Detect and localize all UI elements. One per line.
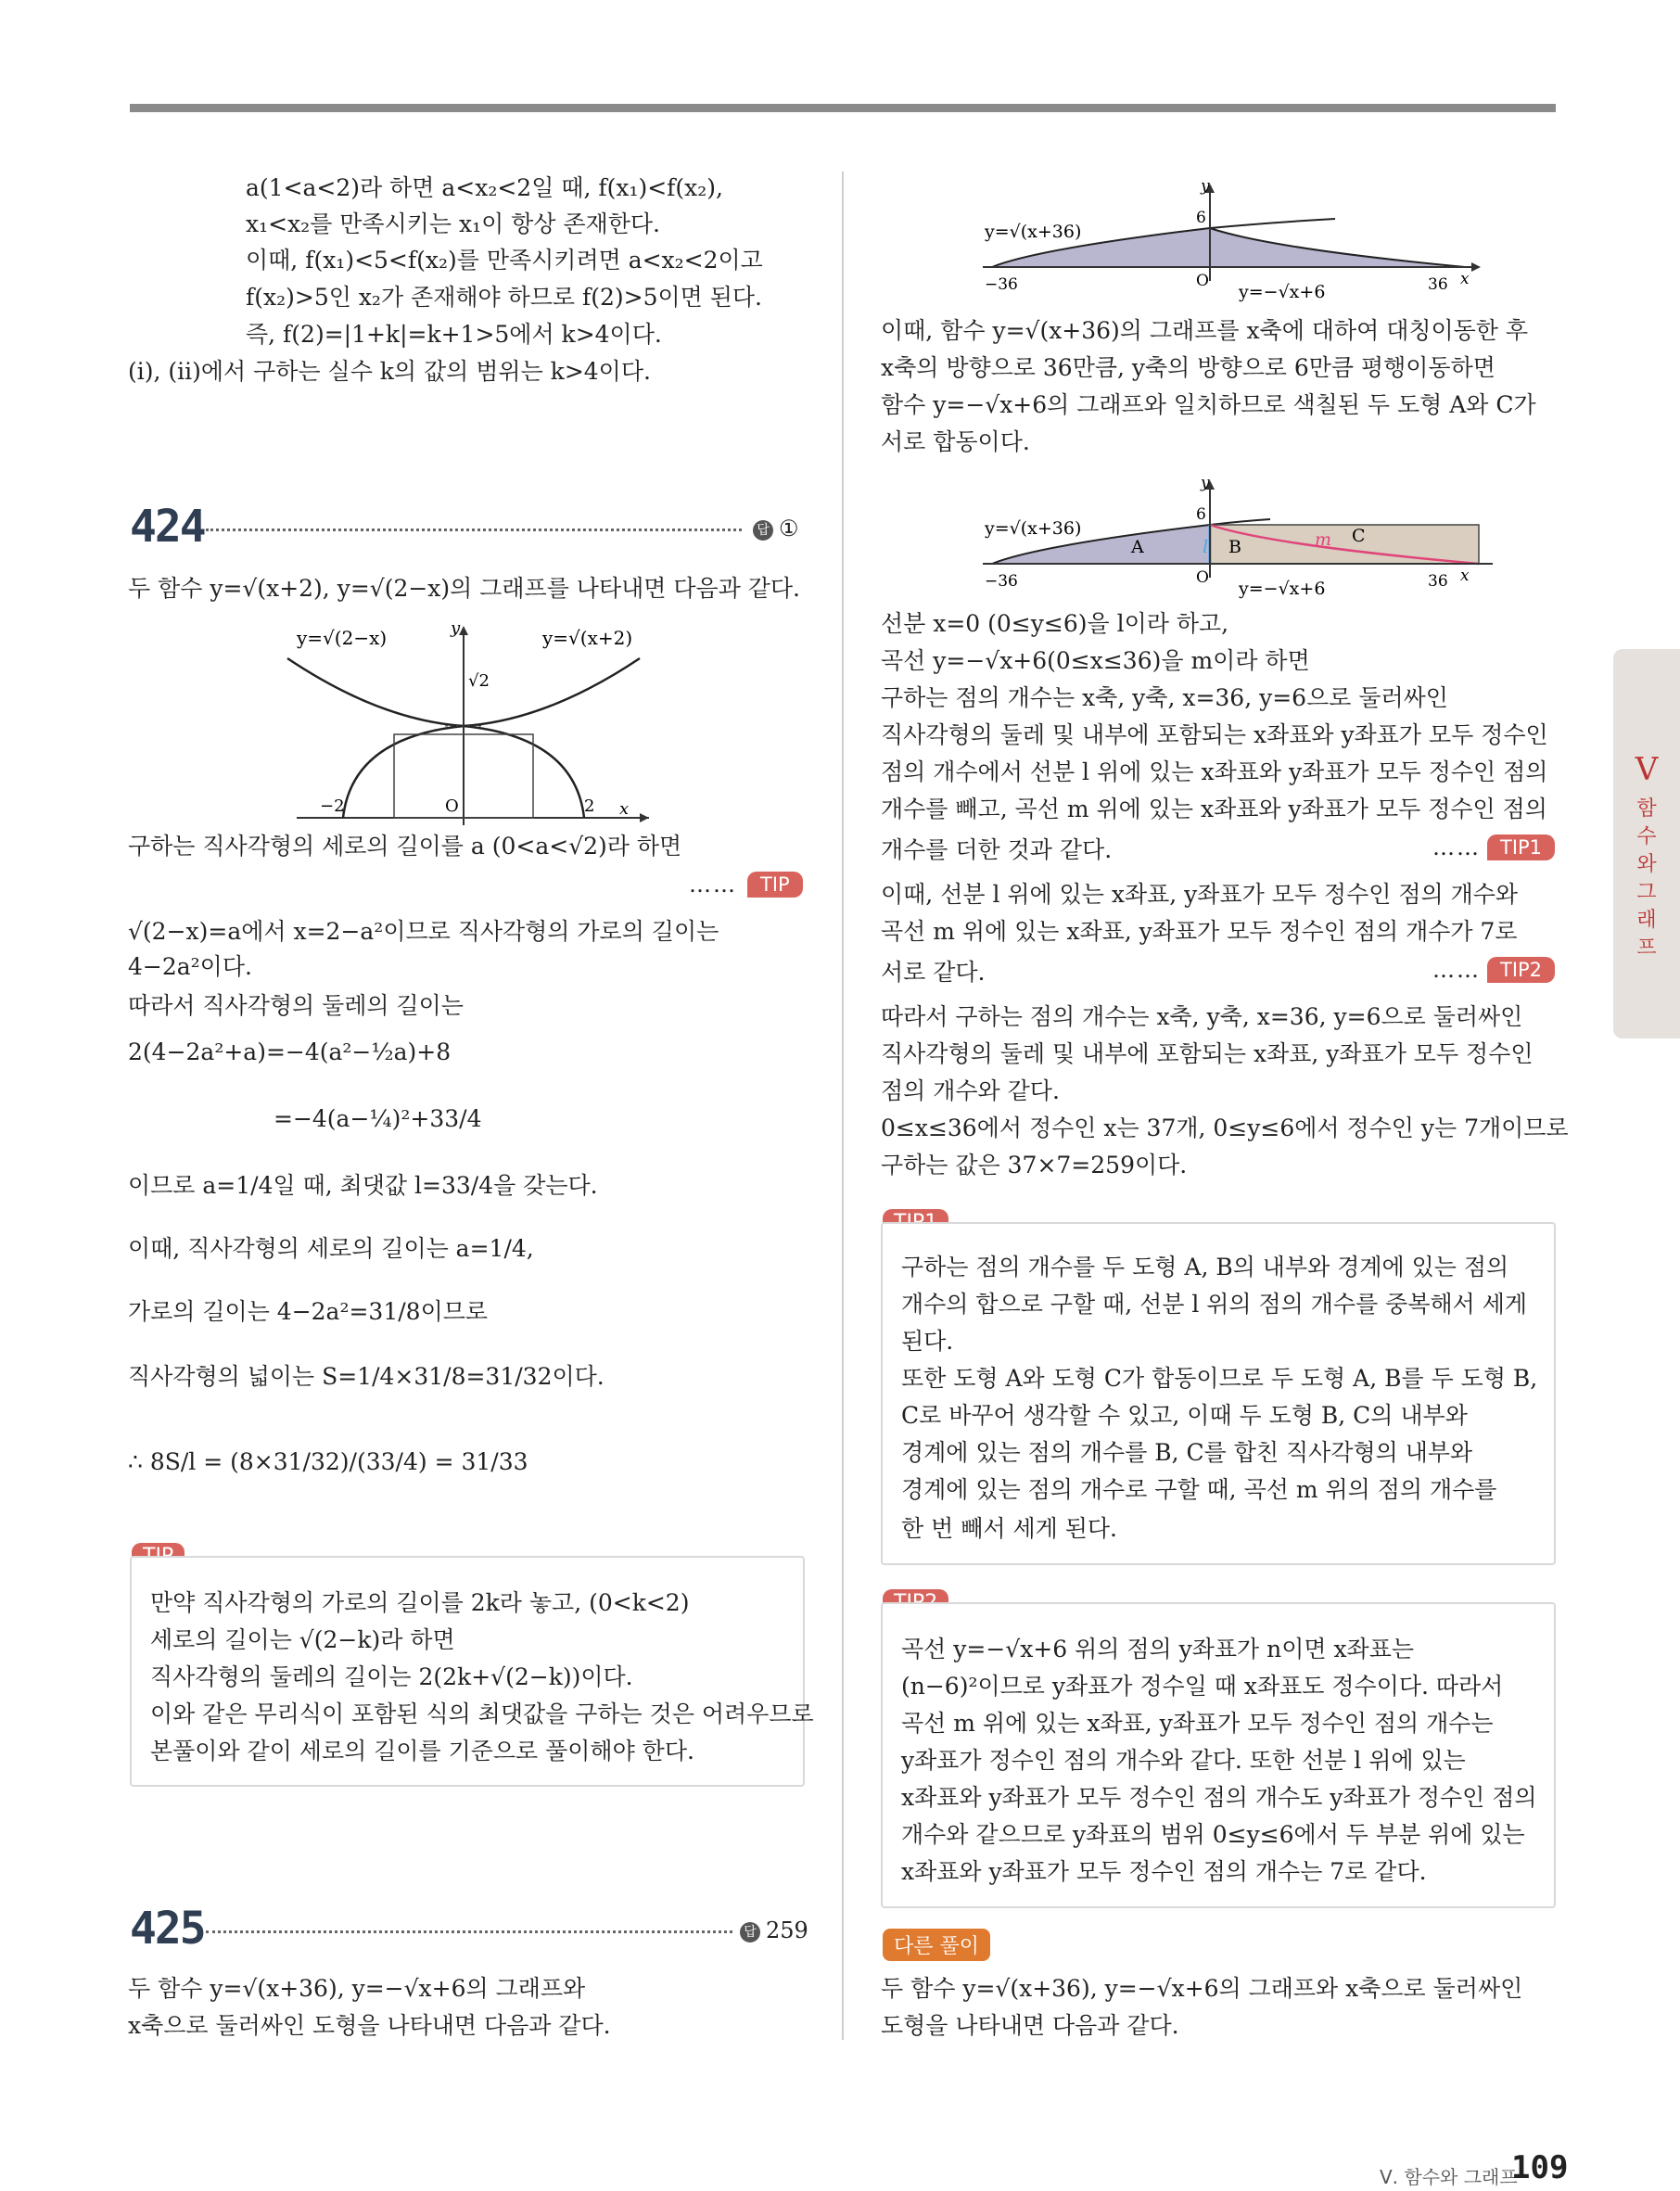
curve-sqrt-x-plus-2 xyxy=(343,658,640,818)
para2-line: 따라서 구하는 점의 개수는 x축, y축, x=36, y=6으로 둘러싸인 xyxy=(881,1003,1523,1030)
p424-line: 4−2a²이다. xyxy=(128,953,252,980)
tip2-line: 곡선 m 위에 있는 x좌표, y좌표가 모두 정수인 점의 개수는 xyxy=(901,1710,1494,1737)
label-neg36: −36 xyxy=(985,572,1018,591)
label-curve1: y=√(x+36) xyxy=(985,222,1082,242)
p424-line: 구하는 직사각형의 세로의 길이를 a (0<a<√2)라 하면 xyxy=(128,833,682,860)
tip1-line: 개수의 합으로 구할 때, 선분 l 위의 점의 개수를 중복해서 세게 xyxy=(901,1291,1528,1318)
label-x: x xyxy=(1460,270,1470,288)
para1-line: 함수 y=−√x+6의 그래프와 일치하므로 색칠된 두 도형 A와 C가 xyxy=(881,391,1536,418)
para2-line: 곡선 y=−√x+6(0≤x≤36)을 m이라 하면 xyxy=(881,647,1310,674)
dotted-leader xyxy=(206,529,742,531)
chapter-label xyxy=(1613,796,1680,962)
prev-line: x₁<x₂를 만족시키는 x₁이 항상 존재한다. xyxy=(246,210,660,237)
p425-line: 두 함수 y=√(x+36), y=−√x+6의 그래프와 xyxy=(128,1975,586,2002)
prev-line: f(x₂)>5인 x₂가 존재해야 하므로 f(2)>5이면 된다. xyxy=(246,284,763,311)
para1-line: x축의 방향으로 36만큼, y축의 방향으로 6만큼 평행이동하면 xyxy=(881,354,1495,381)
label-six: 6 xyxy=(1196,209,1206,227)
graph-424 xyxy=(278,617,677,830)
tip1-dots: …… xyxy=(1432,834,1481,860)
tip1-line: 된다. xyxy=(901,1328,954,1355)
tip2-line: 개수와 같으므로 y좌표의 범위 0≤y≤6에서 두 부분 위에 있는 xyxy=(901,1821,1525,1848)
tip1-pill: TIP1 xyxy=(1487,834,1555,860)
problem-number-424: 424 xyxy=(130,501,205,553)
tip1-line: 경계에 있는 점의 개수로 구할 때, 곡선 m 위의 점의 개수를 xyxy=(901,1476,1497,1503)
para2-line: 직사각형의 둘레 및 내부에 포함되는 x좌표, y좌표가 모두 정수인 xyxy=(881,1040,1534,1067)
answer-425 xyxy=(740,1917,808,1943)
tip1-line: 경계에 있는 점의 개수를 B, C를 합친 직사각형의 내부와 xyxy=(901,1439,1473,1466)
label-origin: O xyxy=(445,796,459,816)
para1-line: 서로 합동이다. xyxy=(881,428,1030,455)
p424-line: √(2−x)=a에서 x=2−a²이므로 직사각형의 가로의 길이는 xyxy=(128,918,719,945)
para2-line: 곡선 m 위에 있는 x좌표, y좌표가 모두 정수인 점의 개수가 7로 xyxy=(881,918,1518,945)
p424-line: 이므로 a=1/4일 때, 최댓값 l=33/4을 갖는다. xyxy=(128,1172,598,1199)
prev-line: a(1<a<2)라 하면 a<x₂<2일 때, f(x₁)<f(x₂), xyxy=(246,174,723,201)
label-pos36: 36 xyxy=(1428,572,1448,591)
tip2-line: x좌표와 y좌표가 모두 정수인 점의 개수는 7로 같다. xyxy=(901,1858,1427,1885)
column-divider xyxy=(842,172,844,2040)
answer-424 xyxy=(753,516,799,541)
tip-dots: …… xyxy=(689,872,737,898)
chapter-label-char: 래 xyxy=(1636,909,1657,932)
p424-intro: 두 함수 y=√(x+2), y=√(2−x)의 그래프를 나타내면 다음과 같다. xyxy=(128,575,800,602)
label-y: y xyxy=(451,618,461,638)
prev-line: 이때, f(x₁)<5<f(x₂)를 만족시키려면 a<x₂<2이고 xyxy=(246,247,763,274)
label-l: l xyxy=(1203,537,1209,557)
label-neg36: −36 xyxy=(985,275,1018,294)
shaded-rect-BC xyxy=(1210,525,1479,564)
chapter-label-char: 그 xyxy=(1636,881,1657,904)
label-A: A xyxy=(1131,537,1144,557)
label-pos36: 36 xyxy=(1428,275,1448,294)
para2-line: 선분 x=0 (0≤y≤6)을 l이라 하고, xyxy=(881,610,1229,637)
para2-line: 이때, 선분 l 위에 있는 x좌표, y좌표가 모두 정수인 점의 개수와 xyxy=(881,881,1519,908)
tip1-line: 또한 도형 A와 도형 C가 합동이므로 두 도형 A, B를 두 도형 B, xyxy=(901,1365,1538,1392)
label-x: x xyxy=(619,799,630,819)
label-B: B xyxy=(1228,537,1241,557)
p424-line: 이때, 직사각형의 세로의 길이는 a=1/4, xyxy=(128,1235,534,1262)
prev-line: (ⅰ), (ⅱ)에서 구하는 실수 k의 값의 범위는 k>4이다. xyxy=(128,358,651,385)
label-x: x xyxy=(1460,567,1470,585)
answer-value: ① xyxy=(779,516,799,541)
p424-line: 직사각형의 넓이는 S=1/4×31/8=31/32이다. xyxy=(128,1363,605,1390)
para2-line: 직사각형의 둘레 및 내부에 포함되는 x좌표와 y좌표가 모두 정수인 xyxy=(881,721,1548,748)
para2-line: 0≤x≤36에서 정수인 x는 37개, 0≤y≤6에서 정수인 y는 7개이므로 xyxy=(881,1115,1569,1141)
graph-425-a xyxy=(964,174,1493,313)
tip2-dots: …… xyxy=(1432,957,1481,983)
label-neg2: −2 xyxy=(320,796,345,816)
label-pos2: 2 xyxy=(584,796,595,816)
top-rule xyxy=(130,104,1556,112)
tip2-line: y좌표가 정수인 점의 개수와 같다. 또한 선분 l 위에 있는 xyxy=(901,1747,1466,1774)
tip2-line: 곡선 y=−√x+6 위의 점의 y좌표가 n이면 x좌표는 xyxy=(901,1636,1415,1662)
tip-line: 이와 같은 무리식이 포함된 식의 최댓값을 구하는 것은 어려우므로 xyxy=(150,1701,814,1727)
answer-mark-icon: 답 xyxy=(740,1922,760,1943)
tip2-line: x좌표와 y좌표가 모두 정수인 점의 개수도 y좌표가 정수인 점의 xyxy=(901,1784,1537,1811)
chapter-roman: Ⅴ xyxy=(1635,751,1659,788)
p424-line: 따라서 직사각형의 둘레의 길이는 xyxy=(128,992,464,1019)
label-curve2: y=−√x+6 xyxy=(1239,282,1326,302)
tip-pill: TIP xyxy=(747,872,803,898)
para2-line: 구하는 값은 37×7=259이다. xyxy=(881,1152,1188,1178)
problem-number-425: 425 xyxy=(130,1903,205,1955)
chapter-label-char: 수 xyxy=(1636,825,1657,848)
x-axis-arrow-icon xyxy=(1471,262,1481,272)
answer-mark-icon: 답 xyxy=(753,520,773,541)
footer-section: Ⅴ. 함수와 그래프 xyxy=(1380,2166,1518,2188)
para2-line: 서로 같다. xyxy=(881,959,986,986)
label-origin: O xyxy=(1196,568,1209,587)
label-origin: O xyxy=(1196,272,1209,290)
p424-result: ∴ 8S/l = (8×31/32)/(33/4) = 31/33 xyxy=(128,1448,528,1475)
label-y: y xyxy=(1201,474,1210,492)
para2-line: 개수를 더한 것과 같다. xyxy=(881,836,1113,863)
para1-line: 이때, 함수 y=√(x+36)의 그래프를 x축에 대하여 대칭이동한 후 xyxy=(881,317,1529,344)
chapter-label-char: 프 xyxy=(1636,936,1657,960)
p424-line: 가로의 길이는 4−2a²=31/8이므로 xyxy=(128,1298,489,1325)
tip1-line: C로 바꾸어 생각할 수 있고, 이때 두 도형 B, C의 내부와 xyxy=(901,1402,1468,1429)
alt-line: 두 함수 y=√(x+36), y=−√x+6의 그래프와 x축으로 둘러싸인 xyxy=(881,1975,1523,2002)
para2-line: 점의 개수에서 선분 l 위에 있는 x좌표와 y좌표가 모두 정수인 점의 xyxy=(881,758,1548,785)
label-left-curve: y=√(2−x) xyxy=(297,627,388,649)
prev-line: 즉, f(2)=|1+k|=k+1>5에서 k>4이다. xyxy=(246,321,662,348)
tip-line: 본풀이와 같이 세로의 길이를 기준으로 풀이해야 한다. xyxy=(150,1738,694,1764)
tip2-pill: TIP2 xyxy=(1487,957,1555,983)
alt-line: 도형을 나타내면 다음과 같다. xyxy=(881,2012,1179,2039)
para2-line: 구하는 점의 개수는 x축, y축, x=36, y=6으로 둘러싸인 xyxy=(881,684,1448,711)
tip-line: 직사각형의 둘레의 길이는 2(2k+√(2−k))이다. xyxy=(150,1663,633,1690)
para2-line: 개수를 빼고, 곡선 m 위에 있는 x좌표와 y좌표가 모두 정수인 점의 xyxy=(881,796,1547,822)
shaded-region-C xyxy=(1210,228,1465,267)
curve-sqrt-2-minus-x xyxy=(287,658,584,818)
answer-value: 259 xyxy=(766,1917,808,1943)
label-m: m xyxy=(1315,529,1332,550)
alt-solution-tag: 다른 풀이 xyxy=(883,1929,990,1961)
chapter-side-tab xyxy=(1613,649,1680,1038)
dotted-leader xyxy=(206,1930,732,1933)
label-six: 6 xyxy=(1196,505,1206,524)
p424-eq: =−4(a−¼)²+33/4 xyxy=(274,1105,482,1132)
page-number: 109 xyxy=(1511,2149,1569,2186)
label-curve2: y=−√x+6 xyxy=(1239,579,1326,599)
tip-line: 만약 직사각형의 가로의 길이를 2k라 놓고, (0<k<2) xyxy=(150,1589,690,1616)
label-C: C xyxy=(1352,526,1366,546)
tip1-line: 한 번 빼서 세게 된다. xyxy=(901,1515,1117,1542)
y-axis-arrow-icon xyxy=(459,626,468,635)
tip1-line: 구하는 점의 개수를 두 도형 A, B의 내부와 경계에 있는 점의 xyxy=(901,1254,1509,1280)
label-y: y xyxy=(1201,177,1210,196)
para2-line: 점의 개수와 같다. xyxy=(881,1077,1060,1104)
x-axis-arrow-icon xyxy=(640,813,649,822)
label-right-curve: y=√(x+2) xyxy=(542,627,633,649)
p425-line: x축으로 둘러싸인 도형을 나타내면 다음과 같다. xyxy=(128,2012,611,2039)
graph-425-b xyxy=(964,471,1493,610)
chapter-label-char: 와 xyxy=(1636,853,1657,876)
p424-eq: 2(4−2a²+a)=−4(a²−½a)+8 xyxy=(128,1038,452,1065)
label-root2: √2 xyxy=(468,671,490,691)
tip2-line: (n−6)²이므로 y좌표가 정수일 때 x좌표도 정수이다. 따라서 xyxy=(901,1673,1504,1700)
chapter-label-char: 함 xyxy=(1636,797,1657,821)
tip-line: 세로의 길이는 √(2−k)라 하면 xyxy=(150,1626,455,1653)
label-curve1: y=√(x+36) xyxy=(985,518,1082,539)
